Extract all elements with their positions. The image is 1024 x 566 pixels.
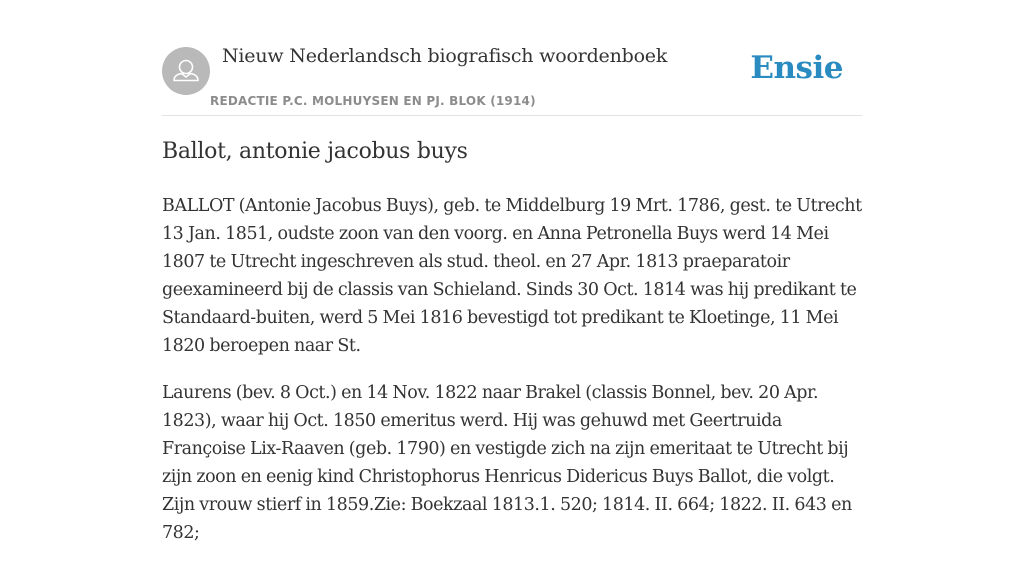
entry-body	[162, 192, 866, 566]
user-avatar-icon[interactable]	[162, 47, 210, 95]
person-outline-icon	[162, 47, 210, 95]
ensie-logo[interactable]: Ensie	[750, 50, 843, 86]
source-subtitle: REDACTIE P.C. MOLHUYSEN EN PJ. BLOK (1914)	[210, 94, 536, 108]
entry-paragraph: BALLOT (Antonie Jacobus Buys), geb. te Middelburg 19 Mrt. 1786, gest. te Utrecht 13 Jan. 1851, oudste zoon van den voorg. en Anna Petronella Buys werd 14 Mei 1807 te Utrecht ingeschreven als stud. theol. en 27 Apr. 1813 praeparatoir geexamineerd bij de classis van Schieland. Sinds 30 Oct. 1814 was hij predikant te Standaard-buiten, werd 5 Mei 1816 bevestigd tot predikant te Kloetinge, 11 Mei 1820 beroepen naar St.	[162, 196, 862, 356]
source-title[interactable]: Nieuw Nederlandsch biografisch woordenboek	[222, 45, 668, 67]
entry-paragraph: Laurens (bev. 8 Oct.) en 14 Nov. 1822 naar Brakel (classis Bonnel, bev. 20 Apr. 1823), waar hij Oct. 1850 emeritus werd. Hij was gehuwd met Geertruida Françoise Lix-Raaven (geb. 1790) en vestigde zich na zijn emeritaat te Utrecht bij zijn zoon en eenig kind Christophorus Henricus Didericus Buys Ballot, die volgt. Zijn vrouw stierf in 1859.Zie: Boekzaal 1813.1. 520; 1814. II. 664; 1822. II. 643 en 782;	[162, 383, 852, 543]
source-header	[162, 40, 862, 116]
entry-title: Ballot, antonie jacobus buys	[162, 139, 468, 164]
